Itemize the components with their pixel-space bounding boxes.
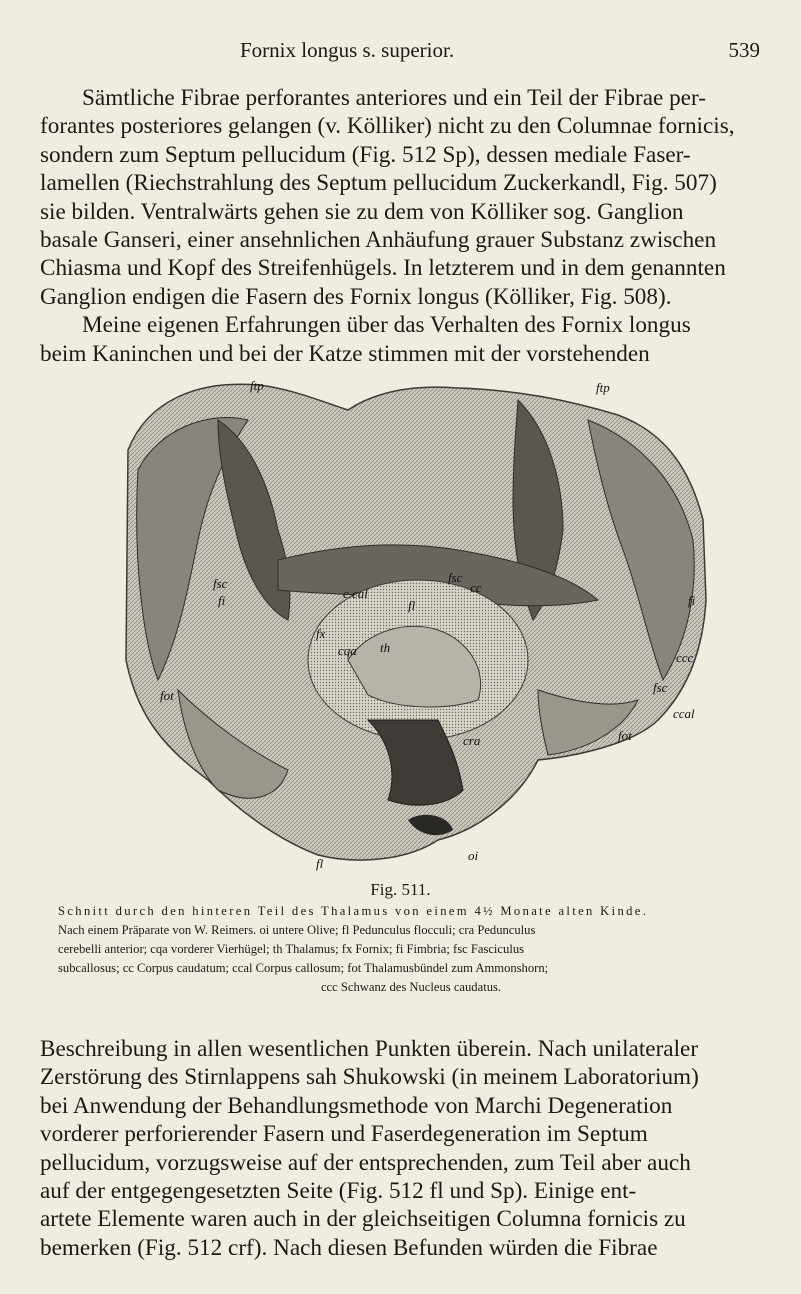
label-cra: cra bbox=[463, 733, 481, 748]
running-title: Fornix longus s. superior. bbox=[240, 38, 455, 62]
text-line: Ganglion endigen die Fasern des Fornix longus (Kölliker, Fig. 508). bbox=[40, 283, 672, 310]
label-ccal-center: c cal bbox=[343, 586, 368, 601]
text-line: lamellen (Riechstrahlung des Septum pellucidum Zuckerkandl, Fig. 507) bbox=[40, 170, 717, 197]
text-line: bei Anwendung der Behandlungsmethode von Marchi Degeneration bbox=[40, 1092, 673, 1119]
brain-section-illustration bbox=[118, 360, 708, 880]
label-fl-bottom: fl bbox=[316, 856, 324, 871]
label-th: th bbox=[380, 640, 391, 655]
figure-caption bbox=[58, 902, 764, 997]
figure-number: Fig. 511. bbox=[370, 880, 431, 899]
text-line: forantes posteriores gelangen (v. Kölliker) nicht zu den Columnae fornicis, bbox=[40, 113, 735, 140]
caption-line: ccc Schwanz des Nucleus caudatus. bbox=[320, 980, 502, 994]
paragraph-bottom bbox=[40, 1035, 762, 1262]
label-fx: fx bbox=[316, 626, 326, 641]
text-line: Meine eigenen Erfahrungen über das Verhalten des Fornix longus bbox=[82, 312, 691, 339]
label-fl: fl bbox=[408, 598, 416, 613]
text-line: bemerken (Fig. 512 crf). Nach diesen Befunden würden die Fibrae bbox=[40, 1234, 658, 1261]
paragraph-top bbox=[40, 84, 762, 368]
label-fot-right: fot bbox=[618, 728, 632, 743]
label-ccc: ccc bbox=[676, 650, 694, 665]
caption-line: cerebelli anterior; cqa vorderer Vierhügel; th Thalamus; fx Fornix; fi Fimbria; fsc Fasciculus bbox=[58, 942, 525, 956]
text-line: auf der entgegengesetzten Seite (Fig. 512 fl und Sp). Einige ent- bbox=[40, 1178, 637, 1205]
text-line: pellucidum, vorzugsweise auf der entsprechenden, zum Teil aber auch bbox=[40, 1149, 691, 1176]
caption-line: Schnitt durch den hinteren Teil des Thalamus von einem 4½ Monate alten Kinde. bbox=[58, 904, 649, 918]
text-line: Sämtliche Fibrae perforantes anteriores und ein Teil der Fibrae per- bbox=[82, 85, 706, 111]
label-oi: oi bbox=[468, 848, 479, 863]
label-fot-left: fot bbox=[160, 688, 174, 703]
text-line: Zerstörung des Stirnlappens sah Shukowski (in meinem Laboratorium) bbox=[40, 1064, 699, 1091]
label-fsc-left: fsc bbox=[213, 576, 228, 591]
label-fsc-right: fsc bbox=[653, 680, 668, 695]
text-line: beim Kaninchen und bei der Katze stimmen mit der vorstehenden bbox=[40, 340, 650, 367]
caption-line: subcallosus; cc Corpus caudatum; ccal Corpus callosum; fot Thalamusbündel zum Ammonshorn; bbox=[58, 961, 549, 975]
label-ftp-right: ftp bbox=[596, 380, 610, 395]
label-ccal-right: ccal bbox=[673, 706, 695, 721]
label-cqa: cqa bbox=[338, 643, 357, 658]
text-line: artete Elemente waren auch in der gleichseitigen Columna fornicis zu bbox=[40, 1206, 686, 1233]
label-fsc-center: fsc bbox=[448, 570, 463, 585]
text-line: Chiasma und Kopf des Streifenhügels. In letzterem und in dem genannten bbox=[40, 255, 726, 282]
label-ftp-left: ftp bbox=[250, 378, 264, 393]
text-line: sondern zum Septum pellucidum (Fig. 512 Sp), dessen mediale Faser- bbox=[40, 141, 691, 168]
text-line: basale Ganseri, einer ansehnlichen Anhäufung grauer Substanz zwischen bbox=[40, 227, 717, 254]
text-line: Beschreibung in allen wesentlichen Punkten überein. Nach unilateraler bbox=[40, 1036, 699, 1062]
brain-section-figure bbox=[118, 360, 708, 880]
running-header bbox=[40, 38, 760, 68]
page-number: 539 bbox=[728, 38, 760, 62]
text-line: sie bilden. Ventralwärts gehen sie zu dem von Kölliker sog. Ganglion bbox=[40, 198, 684, 225]
text-line: vorderer perforierender Fasern und Faserdegeneration im Septum bbox=[40, 1121, 648, 1148]
caption-line: Nach einem Präparate von W. Reimers. oi untere Olive; fl Pedunculus flocculi; cra Pedunculus bbox=[58, 923, 536, 937]
label-cc: cc bbox=[470, 580, 482, 595]
label-fi-right: fi bbox=[688, 593, 696, 608]
label-fi-left: fi bbox=[218, 593, 226, 608]
